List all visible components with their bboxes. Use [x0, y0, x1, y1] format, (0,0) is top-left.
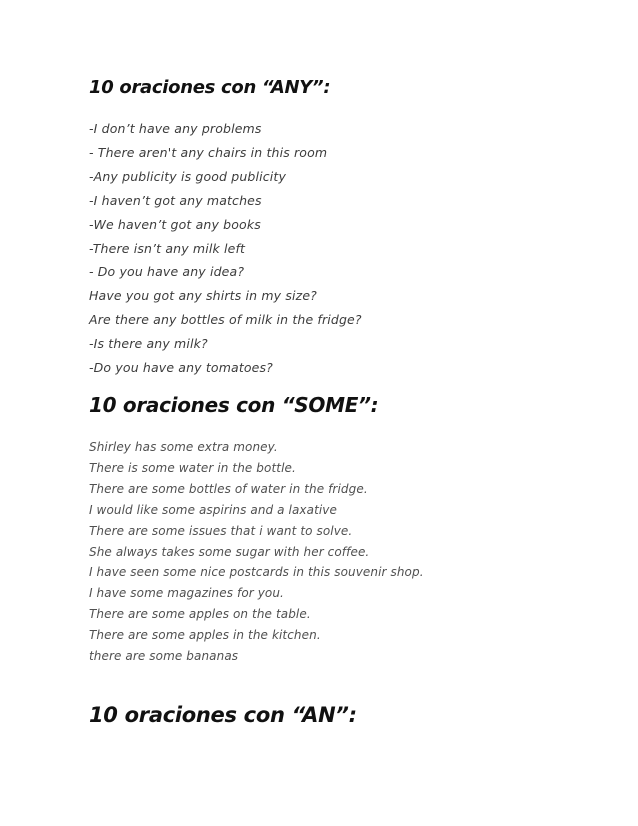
sentence-some-4: I would like some aspirins and a laxative: [89, 502, 337, 517]
sentence-any-11: -Do you have any tomatoes?: [89, 360, 273, 376]
sentence-any-10: -Is there any milk?: [89, 336, 208, 352]
sentence-some-5: There are some issues that i want to solve.: [89, 523, 353, 538]
heading-any: 10 oraciones con “ANY”:: [89, 77, 331, 98]
heading-some: 10 oraciones con “SOME”:: [89, 393, 379, 417]
sentence-list-some: [89, 437, 424, 667]
sentence-some-1: Shirley has some extra money.: [89, 440, 278, 454]
sentence-list-any: [89, 117, 362, 380]
sentence-any-6: -There isn’t any milk left: [89, 240, 246, 256]
sentence-some-3: There are some bottles of water in the fridge.: [89, 481, 368, 496]
heading-an: 10 oraciones con “AN”:: [89, 703, 357, 727]
sentence-any-8: Have you got any shirts in my size?: [89, 288, 317, 304]
sentence-any-7: - Do you have any idea?: [89, 264, 245, 280]
sentence-any-2: - There aren't any chairs in this room: [89, 144, 328, 160]
sentence-some-9: There are some apples on the table.: [89, 607, 311, 622]
sentence-some-7: I have seen some nice postcards in this souvenir shop.: [89, 565, 424, 580]
sentence-some-11: there are some bananas: [89, 649, 239, 664]
sentence-some-2: There is some water in the bottle.: [89, 460, 296, 475]
sentence-any-4: -I haven’t got any matches: [89, 192, 262, 208]
sentence-any-9: Are there any bottles of milk in the fridge?: [89, 312, 362, 328]
sentence-any-1: -I don’t have any problems: [89, 121, 262, 136]
sentence-some-8: I have some magazines for you.: [89, 586, 284, 601]
sentence-some-6: She always takes some sugar with her coffee.: [89, 544, 370, 559]
sentence-some-10: There are some apples in the kitchen.: [89, 628, 321, 643]
sentence-any-3: -Any publicity is good publicity: [89, 168, 286, 184]
sentence-any-5: -We haven’t got any books: [89, 216, 261, 232]
